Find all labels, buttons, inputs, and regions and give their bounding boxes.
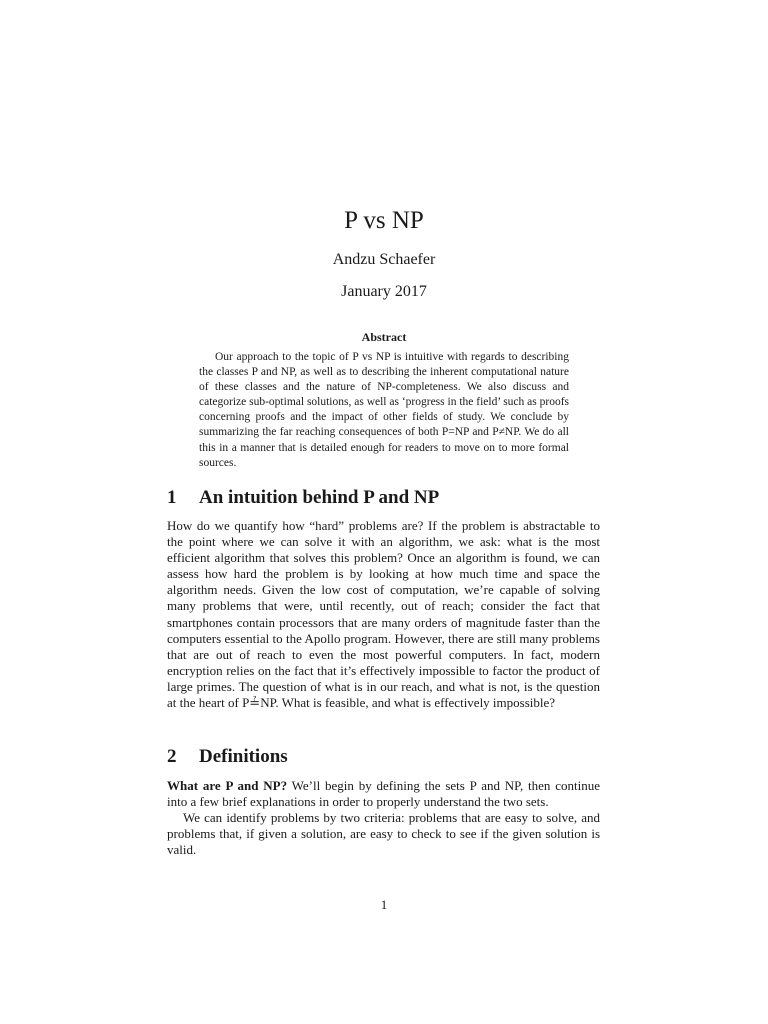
document-date: January 2017 — [341, 283, 427, 300]
run-in-heading: What are P and NP? — [167, 778, 288, 793]
section-2-paragraph-1 — [167, 778, 600, 810]
section-1-paragraph: How do we quantify how “hard” problems are? If the problem is abstractable to the point where we can solve it with an algorithm, we ask: what is the most efficient algorithm that solves this problem? Once an algorithm is found, we can assess how hard the problem is by looking at how much time and space the algorithm needs. Given the low cost of computation, we’re capable of solving many problems that were, until recently, out of reach; consider the fact that smartphones contain processors that are many orders of magnitude faster than the computers essential to the Apollo program. However, there are still many problems that are out of reach to even the most powerful computers. In fact, modern encryption relies on the fact that it’s effectively impossible to factor the product of large primes. The question of what is in our reach, and what is not, is the question at the heart of P≟NP. What is feasible, and what is effectively impossible? — [167, 518, 600, 711]
abstract-text: Our approach to the topic of P vs NP is intuitive with regards to describing the classes P and NP, as well as to describing the inherent computational nature of these classes and the nature of NP-completeness. We also discuss and categorize sub-optimal solutions, as well as ‘progress in the field’ such as proofs concerning proofs and the impact of other fields of study. We conclude by summarizing the far reaching consequences of both P=NP and P≠NP. We do all this in a manner that is detailed enough for readers to move on to more formal sources. — [199, 351, 569, 469]
page-number: 1 — [380, 897, 388, 912]
section-2-paragraph-2: We can identify problems by two criteria: problems that are easy to solve, and problems that, if given a solution, are easy to check to see if the given solution is valid. — [167, 810, 600, 858]
section-2-heading — [167, 746, 288, 768]
document-author: Andzu Schaefer — [332, 251, 436, 268]
section-1-title: An intuition behind P and NP — [199, 487, 440, 508]
document-title: P vs NP — [344, 207, 424, 234]
abstract-heading: Abstract — [361, 330, 407, 344]
section-1-number: 1 — [167, 487, 177, 508]
section-2-number: 2 — [167, 746, 177, 767]
section-2-title: Definitions — [199, 746, 288, 767]
section-1-heading — [167, 487, 439, 509]
section-2-paragraph-1-text: We’ll begin by defining the sets P and NP, then continue into a few brief explanations in order to properly understand the two sets. — [167, 778, 600, 810]
